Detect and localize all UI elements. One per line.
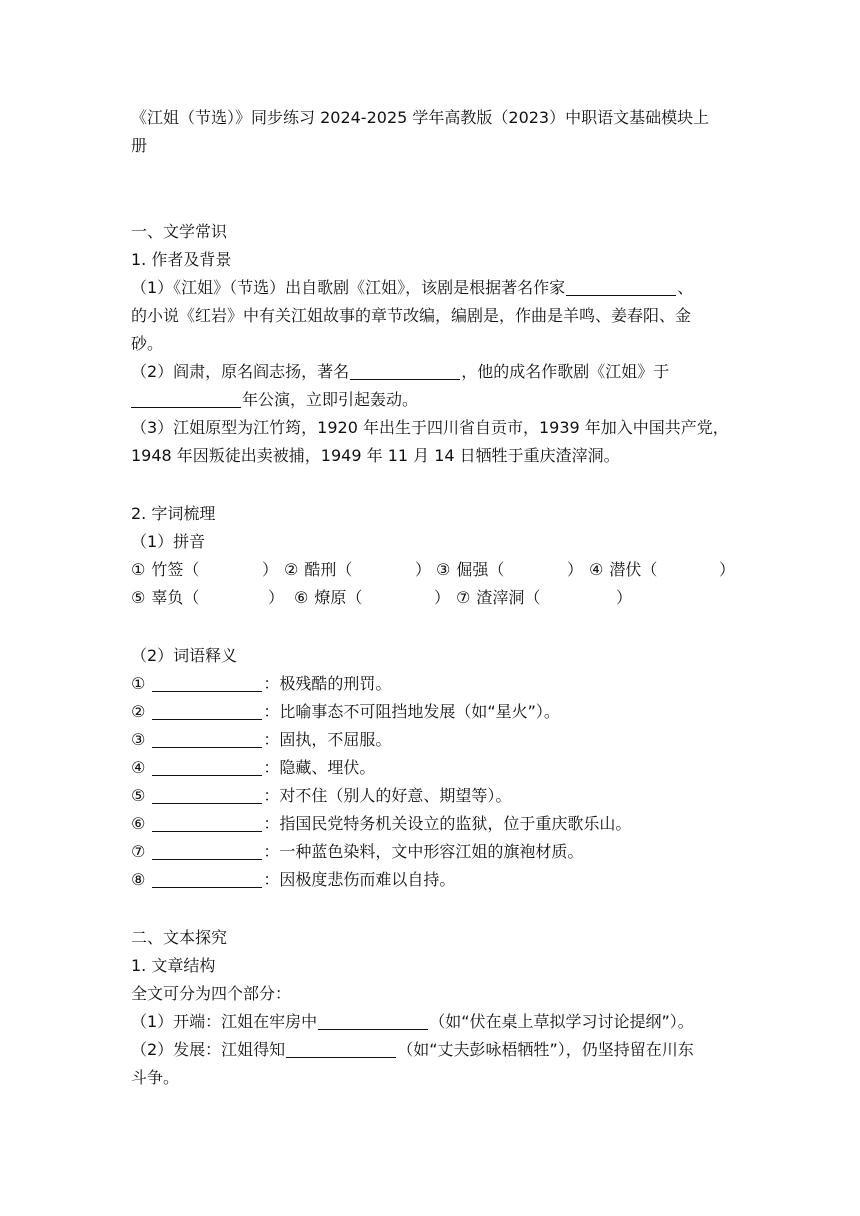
item-mark: ② xyxy=(131,702,146,721)
pinyin-item xyxy=(284,560,352,580)
paragraph-1-text-a-end: 、 xyxy=(677,278,694,297)
pinyin-item xyxy=(436,560,504,580)
pinyin-item xyxy=(131,560,199,580)
pinyin-heading: （1）拼音 xyxy=(131,532,206,551)
paragraph-2-text-a: （2）阎肃，原名阎志扬，著名 xyxy=(131,362,350,381)
meaning-text: ：因极度悲伤而难以自持。 xyxy=(263,870,456,889)
item-mark: ⑥ xyxy=(131,814,146,833)
item-mark: ④ xyxy=(131,758,146,777)
paragraph-2-text-b-end: 年公演，立即引起轰动。 xyxy=(242,390,419,409)
paragraph-1-line-1 xyxy=(131,278,693,298)
item-mark: ③ xyxy=(436,560,451,579)
meaning-text: ：指国民党特务机关设立的监狱，位于重庆歌乐山。 xyxy=(263,814,632,833)
pinyin-close-paren: ） xyxy=(268,588,285,607)
pinyin-close-paren: ） xyxy=(616,588,633,607)
meaning-heading: （2）词语释义 xyxy=(131,646,238,665)
pinyin-word: 酷刑（ xyxy=(304,560,353,579)
section-1-heading: 一、文学常识 xyxy=(131,222,228,241)
structure-part-1-example: （如“伏在桌上草拟学习讨论提纲”）。 xyxy=(429,1012,694,1031)
paragraph-1-line-3: 砂。 xyxy=(131,334,164,353)
answer-blank[interactable] xyxy=(131,390,241,408)
answer-blank[interactable] xyxy=(350,362,460,380)
item-mark: ⑧ xyxy=(131,870,146,889)
answer-blank[interactable] xyxy=(152,842,262,860)
item-mark: ① xyxy=(131,560,146,579)
pinyin-word: 燎原（ xyxy=(314,588,363,607)
answer-blank[interactable] xyxy=(152,674,262,692)
pinyin-close-paren: ） xyxy=(434,588,451,607)
meaning-item xyxy=(131,786,511,806)
pinyin-word: 潜伏（ xyxy=(609,560,658,579)
structure-part-1-text: （1）开端：江姐在牢房中 xyxy=(131,1012,318,1031)
structure-heading: 1. 文章结构 xyxy=(131,956,216,975)
structure-part-2 xyxy=(131,1040,694,1060)
pinyin-word: 辜负（ xyxy=(151,588,200,607)
section-2-heading: 二、文本探究 xyxy=(131,928,228,947)
item-mark: ① xyxy=(131,674,146,693)
pinyin-item xyxy=(456,588,540,608)
pinyin-close-paren: ） xyxy=(415,560,432,579)
pinyin-word: 竹签（ xyxy=(151,560,200,579)
pinyin-item xyxy=(589,560,657,580)
meaning-text: ：固执，不屈服。 xyxy=(263,730,392,749)
meaning-item xyxy=(131,842,583,862)
answer-blank[interactable] xyxy=(152,702,262,720)
pinyin-close-paren: ） xyxy=(567,560,584,579)
structure-intro: 全文可分为四个部分： xyxy=(131,984,292,1003)
item-mark: ⑥ xyxy=(294,588,309,607)
doc-title-line-2: 册 xyxy=(131,136,148,155)
structure-part-2-text: （2）发展：江姐得知 xyxy=(131,1040,286,1059)
paragraph-2-line-2 xyxy=(131,390,418,410)
meaning-text: ：比喻事态不可阻挡地发展（如“星火”）。 xyxy=(263,702,560,721)
structure-part-1 xyxy=(131,1012,694,1032)
paragraph-3-line-1: （3）江姐原型为江竹筠，1920 年出生于四川省自贡市，1939 年加入中国共产党， xyxy=(131,418,729,437)
answer-blank[interactable] xyxy=(318,1012,428,1030)
item-mark: ② xyxy=(284,560,299,579)
item-mark: ③ xyxy=(131,730,146,749)
item-mark: ⑦ xyxy=(456,588,471,607)
meaning-item xyxy=(131,758,375,778)
question-1-heading: 1. 作者及背景 xyxy=(131,250,232,269)
answer-blank[interactable] xyxy=(152,814,262,832)
doc-title-line-1: 《江姐（节选）》同步练习 2024-2025 学年高教版（2023）中职语文基础模块上 xyxy=(131,108,710,127)
meaning-text: ：隐藏、埋伏。 xyxy=(263,758,376,777)
pinyin-close-paren: ） xyxy=(719,560,736,579)
pinyin-item xyxy=(131,588,199,608)
pinyin-close-paren: ） xyxy=(262,560,279,579)
item-mark: ⑦ xyxy=(131,842,146,861)
pinyin-item xyxy=(294,588,362,608)
answer-blank[interactable] xyxy=(566,278,676,296)
answer-blank[interactable] xyxy=(152,870,262,888)
pinyin-word: 渣滓洞（ xyxy=(476,588,541,607)
answer-blank[interactable] xyxy=(286,1040,396,1058)
pinyin-word: 倔强（ xyxy=(456,560,505,579)
meaning-item xyxy=(131,674,391,694)
paragraph-1-text-a: （1）《江姐》（节选）出自歌剧《江姐》，该剧是根据著名作家 xyxy=(131,278,566,297)
meaning-item xyxy=(131,870,455,890)
question-2-heading: 2. 字词梳理 xyxy=(131,504,216,523)
item-mark: ④ xyxy=(589,560,604,579)
paragraph-2-text-a-end: ，他的成名作歌剧《江姐》于 xyxy=(461,362,670,381)
meaning-text: ：一种蓝色染料，文中形容江姐的旗袍材质。 xyxy=(263,842,584,861)
meaning-item xyxy=(131,814,631,834)
answer-blank[interactable] xyxy=(152,758,262,776)
answer-blank[interactable] xyxy=(152,786,262,804)
paragraph-3-line-2: 1948 年因叛徒出卖被捕，1949 年 11 月 14 日牺牲于重庆渣滓洞。 xyxy=(131,446,620,465)
meaning-item xyxy=(131,702,560,722)
item-mark: ⑤ xyxy=(131,786,146,805)
item-mark: ⑤ xyxy=(131,588,146,607)
structure-part-2-example: （如“丈夫彭咏梧牺牲”），仍坚持留在川东 xyxy=(397,1040,694,1059)
structure-part-2-line-2: 斗争。 xyxy=(131,1068,180,1087)
meaning-item xyxy=(131,730,391,750)
meaning-text: ：对不住（别人的好意、期望等）。 xyxy=(263,786,512,805)
paragraph-2-line-1 xyxy=(131,362,669,382)
answer-blank[interactable] xyxy=(152,730,262,748)
paragraph-1-line-2: 的小说《红岩》中有关江姐故事的章节改编，编剧是，作曲是羊鸣、姜春阳、金 xyxy=(131,306,692,325)
meaning-text: ：极残酷的刑罚。 xyxy=(263,674,392,693)
